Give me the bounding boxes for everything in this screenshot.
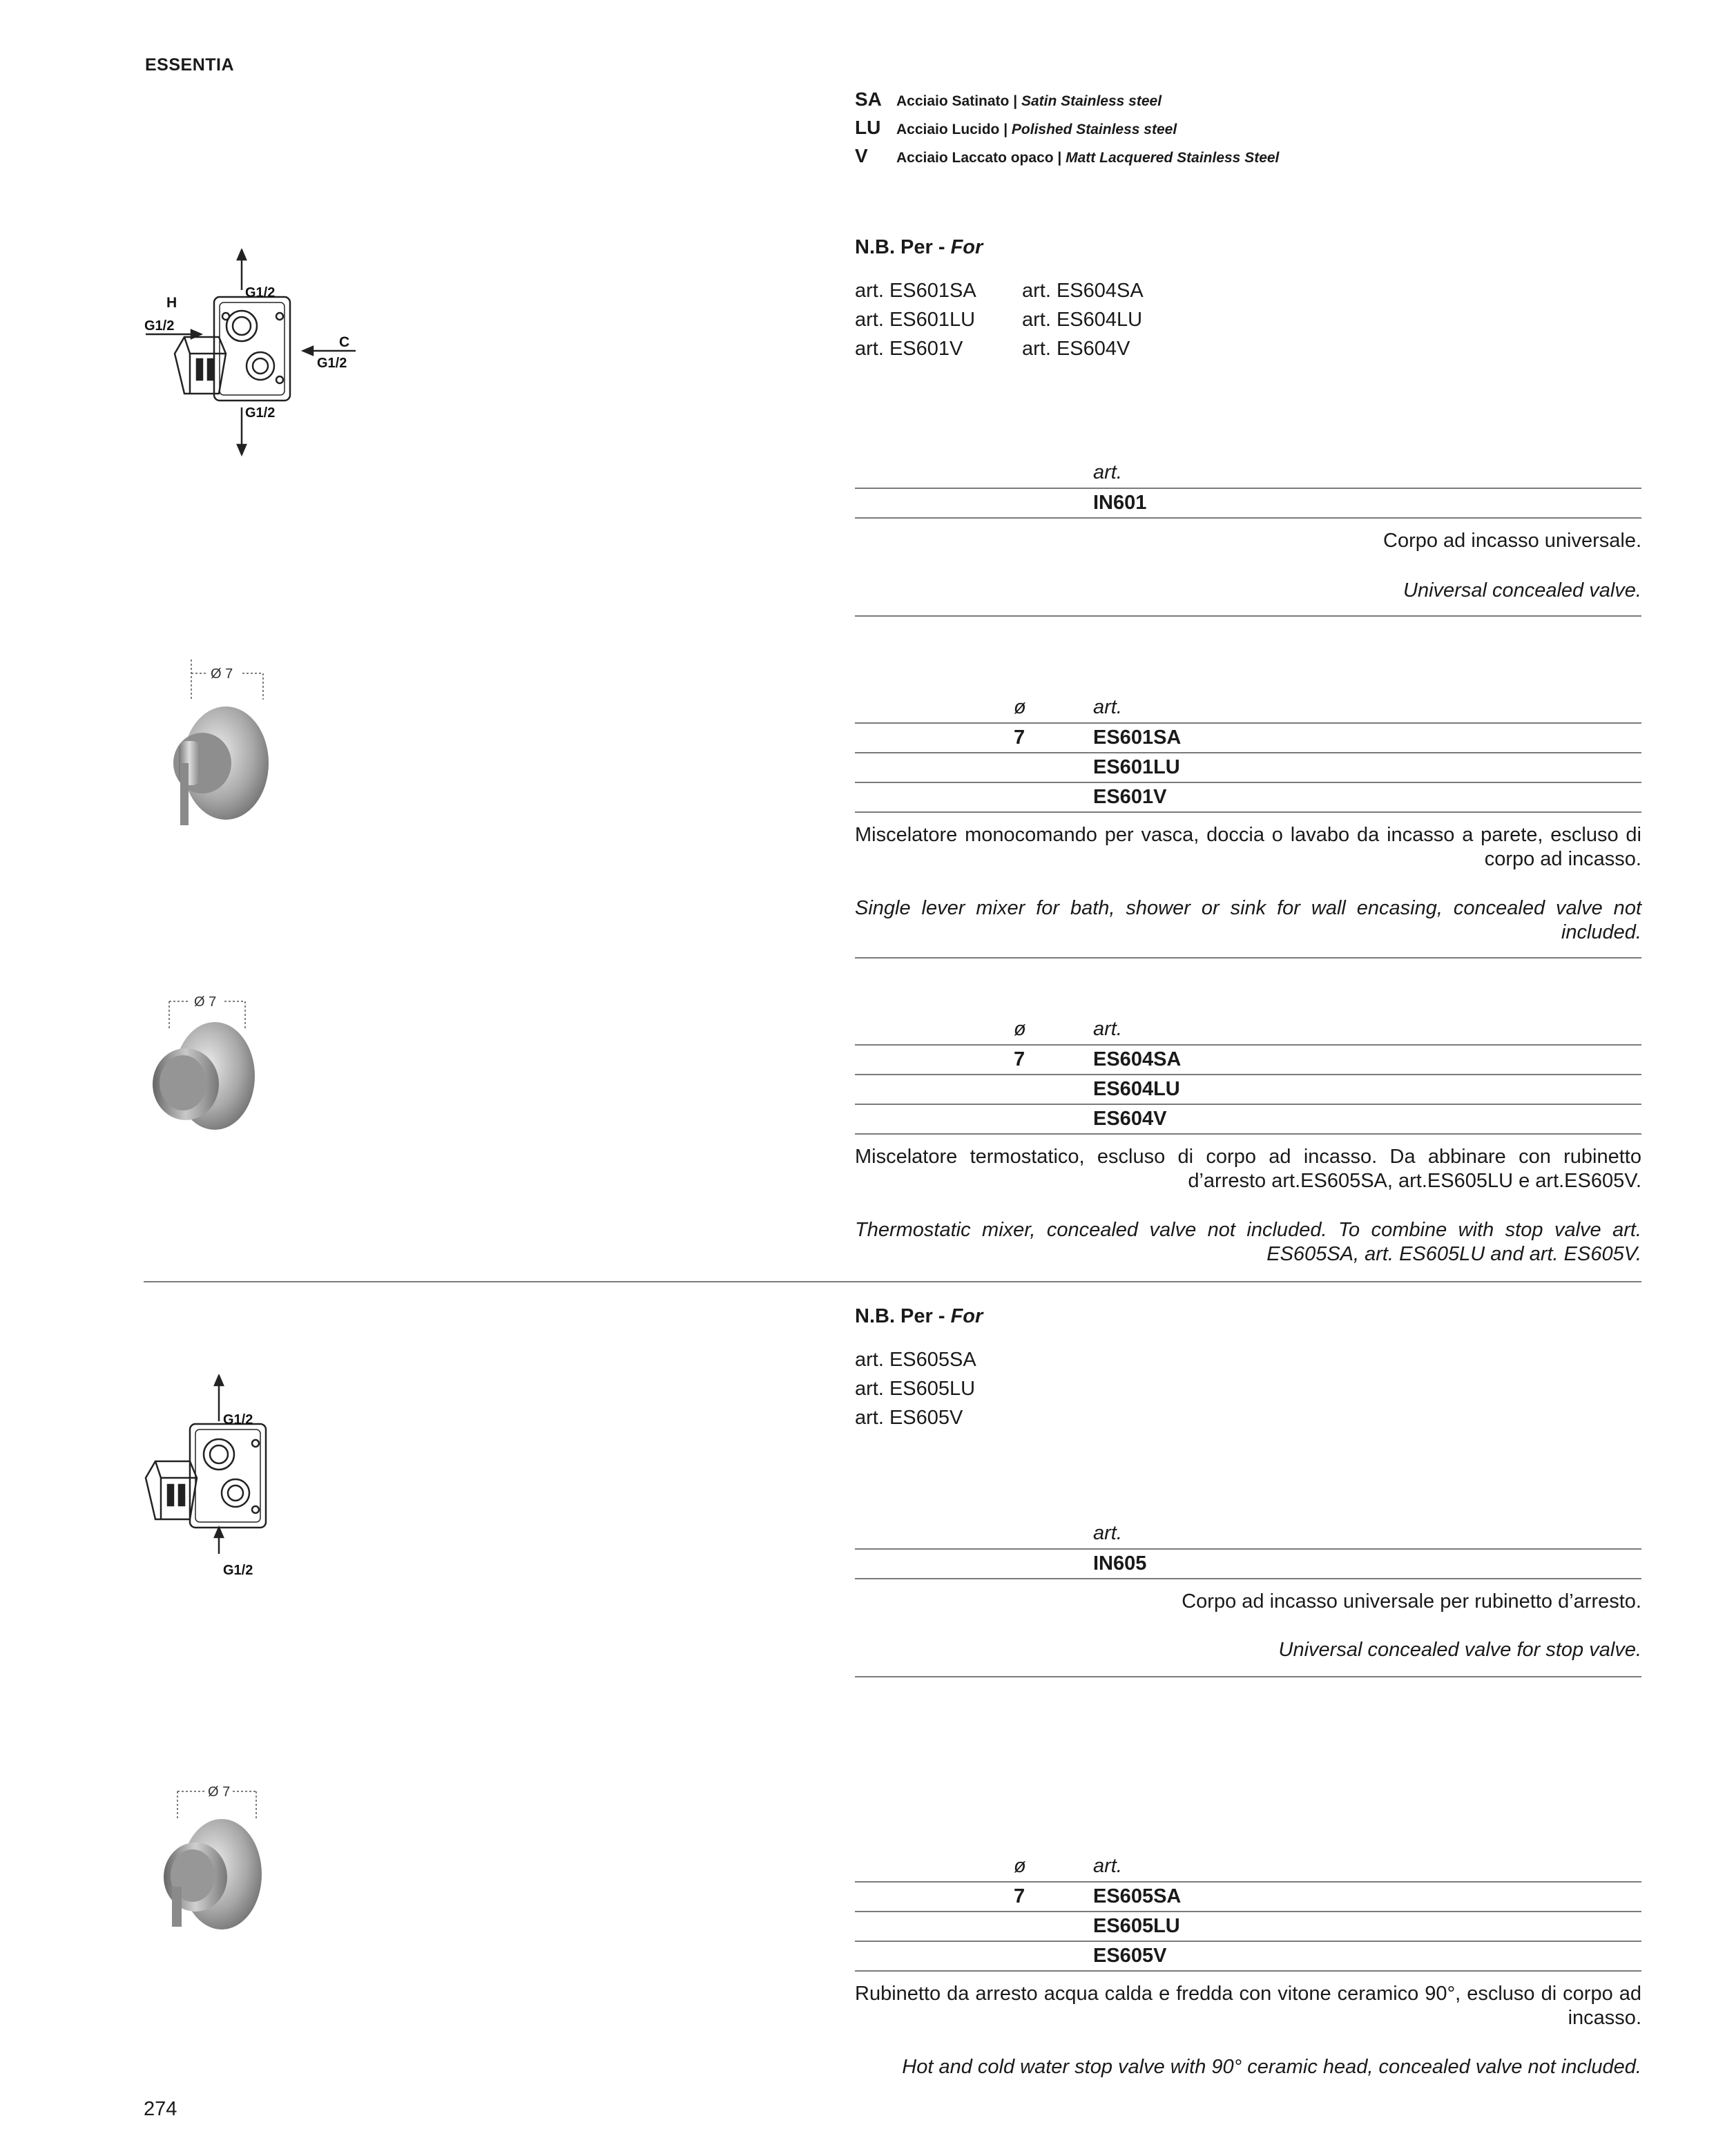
dimension-label: Ø 7 bbox=[194, 994, 217, 1010]
section-divider bbox=[855, 615, 1641, 617]
diameter-value: 7 bbox=[1014, 1885, 1025, 1907]
article-code: IN601 bbox=[1093, 492, 1147, 514]
finish-code: SA bbox=[855, 88, 882, 110]
single-lever-mixer-image bbox=[142, 660, 280, 832]
article-code: ES605LU bbox=[1093, 1915, 1180, 1937]
article-code: IN605 bbox=[1093, 1552, 1147, 1575]
compatibility-list bbox=[855, 276, 976, 363]
brand-title: ESSENTIA bbox=[145, 55, 235, 75]
table-row bbox=[855, 1074, 1641, 1104]
table-row bbox=[855, 1104, 1641, 1135]
header-art: art. bbox=[1093, 1522, 1122, 1544]
header-art: art. bbox=[1093, 696, 1122, 718]
reference-item: art. ES604LU bbox=[1022, 309, 1143, 331]
description-italian: Corpo ad incasso universale. bbox=[1383, 530, 1641, 552]
table-row bbox=[855, 1911, 1641, 1941]
table-row bbox=[855, 752, 1641, 782]
article-table bbox=[855, 1015, 1641, 1135]
reference-item: art. ES604V bbox=[1022, 338, 1130, 360]
finish-label: Acciaio Satinato | Satin Stainless steel bbox=[896, 93, 1162, 109]
section-divider bbox=[855, 1676, 1641, 1677]
reference-item: art. ES601V bbox=[855, 338, 963, 360]
dimension-label: Ø 7 bbox=[211, 666, 233, 682]
header-art: art. bbox=[1093, 461, 1122, 483]
article-table bbox=[855, 1852, 1641, 1972]
finish-row-v bbox=[855, 145, 1279, 173]
concealed-valve-stop-diagram bbox=[142, 1374, 321, 1588]
reference-item: art. ES605SA bbox=[855, 1349, 976, 1371]
finishes-legend bbox=[855, 88, 1279, 173]
section-divider bbox=[855, 957, 1641, 959]
article-code: ES601V bbox=[1093, 786, 1167, 808]
reference-item: art. ES605V bbox=[855, 1407, 963, 1429]
finish-label: Acciaio Lucido | Polished Stainless steel bbox=[896, 122, 1177, 137]
concealed-valve-diagram bbox=[142, 249, 363, 463]
finish-code: LU bbox=[855, 117, 881, 138]
diagram-label-g-top: G1/2 bbox=[245, 285, 276, 300]
diameter-value: 7 bbox=[1014, 1048, 1025, 1070]
article-table bbox=[855, 459, 1641, 519]
finish-row-lu bbox=[855, 117, 1279, 145]
description-italian: Miscelatore termostatico, escluso di corpo ad incasso. Da abbinare con rubinetto d’arresto art.ES605SA, art.ES605LU e art.ES605V. bbox=[855, 1146, 1641, 1192]
header-diameter: ø bbox=[1014, 1855, 1026, 1877]
table-row bbox=[855, 782, 1641, 813]
description-english: Universal concealed valve for stop valve. bbox=[1278, 1639, 1641, 1661]
article-code: ES605SA bbox=[1093, 1885, 1182, 1907]
table-row bbox=[855, 722, 1641, 752]
compatibility-list bbox=[1022, 276, 1144, 363]
reference-item: art. ES605LU bbox=[855, 1378, 976, 1400]
diagram-label-h: H bbox=[166, 295, 177, 311]
reference-item: art. ES601LU bbox=[855, 309, 976, 331]
thermostatic-mixer-image bbox=[142, 989, 280, 1141]
stop-valve-image bbox=[142, 1776, 280, 1942]
description-italian: Miscelatore monocomando per vasca, doccia o lavabo da incasso a parete, escluso di corpo ad incasso. bbox=[855, 824, 1641, 870]
table-row bbox=[855, 1881, 1641, 1911]
diameter-value: 7 bbox=[1014, 726, 1025, 749]
diagram-label-g-bottom: G1/2 bbox=[223, 1563, 253, 1578]
finish-label: Acciaio Laccato opaco | Matt Lacquered Stainless Steel bbox=[896, 150, 1280, 166]
diagram-label-g-right: G1/2 bbox=[317, 356, 347, 371]
table-row bbox=[855, 1548, 1641, 1579]
article-code: ES604LU bbox=[1093, 1078, 1180, 1100]
description-english: Thermostatic mixer, concealed valve not included. To combine with stop valve art. ES605SA, art. ES605LU and art. ES605V. bbox=[855, 1219, 1641, 1265]
header-art: art. bbox=[1093, 1855, 1122, 1877]
dimension-label: Ø 7 bbox=[208, 1784, 231, 1800]
diagram-label-g-top: G1/2 bbox=[223, 1412, 253, 1427]
header-diameter: ø bbox=[1014, 696, 1026, 718]
description-english: Hot and cold water stop valve with 90° ceramic head, concealed valve not included. bbox=[902, 2056, 1641, 2078]
finish-code: V bbox=[855, 145, 868, 166]
description-italian: Rubinetto da arresto acqua calda e fredda con vitone ceramico 90°, escluso di corpo ad incasso. bbox=[855, 1983, 1641, 2029]
reference-item: art. ES601SA bbox=[855, 280, 976, 302]
article-code: ES605V bbox=[1093, 1945, 1167, 1967]
description-italian: Corpo ad incasso universale per rubinetto d’arresto. bbox=[1182, 1590, 1641, 1613]
description-english: Universal concealed valve. bbox=[1403, 579, 1641, 601]
finish-row-sa bbox=[855, 88, 1279, 117]
diagram-label-c: C bbox=[339, 334, 350, 350]
nb-for-heading: N.B. Per - For bbox=[855, 1305, 983, 1327]
table-row bbox=[855, 1044, 1641, 1074]
article-table bbox=[855, 693, 1641, 813]
article-code: ES601LU bbox=[1093, 756, 1180, 778]
table-row bbox=[855, 1941, 1641, 1972]
diagram-label-g-left: G1/2 bbox=[144, 318, 175, 334]
header-diameter: ø bbox=[1014, 1018, 1026, 1040]
description-english: Single lever mixer for bath, shower or sink for wall encasing, concealed valve not included. bbox=[855, 897, 1641, 943]
diagram-label-g-bottom: G1/2 bbox=[245, 405, 276, 421]
reference-item: art. ES604SA bbox=[1022, 280, 1144, 302]
compatibility-list bbox=[855, 1345, 976, 1432]
article-table bbox=[855, 1519, 1641, 1579]
article-code: ES601SA bbox=[1093, 726, 1182, 749]
article-code: ES604SA bbox=[1093, 1048, 1182, 1070]
header-art: art. bbox=[1093, 1018, 1122, 1040]
page-number: 274 bbox=[144, 2098, 177, 2120]
table-row bbox=[855, 488, 1641, 519]
article-code: ES604V bbox=[1093, 1108, 1167, 1130]
nb-for-heading: N.B. Per - For bbox=[855, 236, 983, 258]
page-divider bbox=[144, 1281, 1641, 1282]
